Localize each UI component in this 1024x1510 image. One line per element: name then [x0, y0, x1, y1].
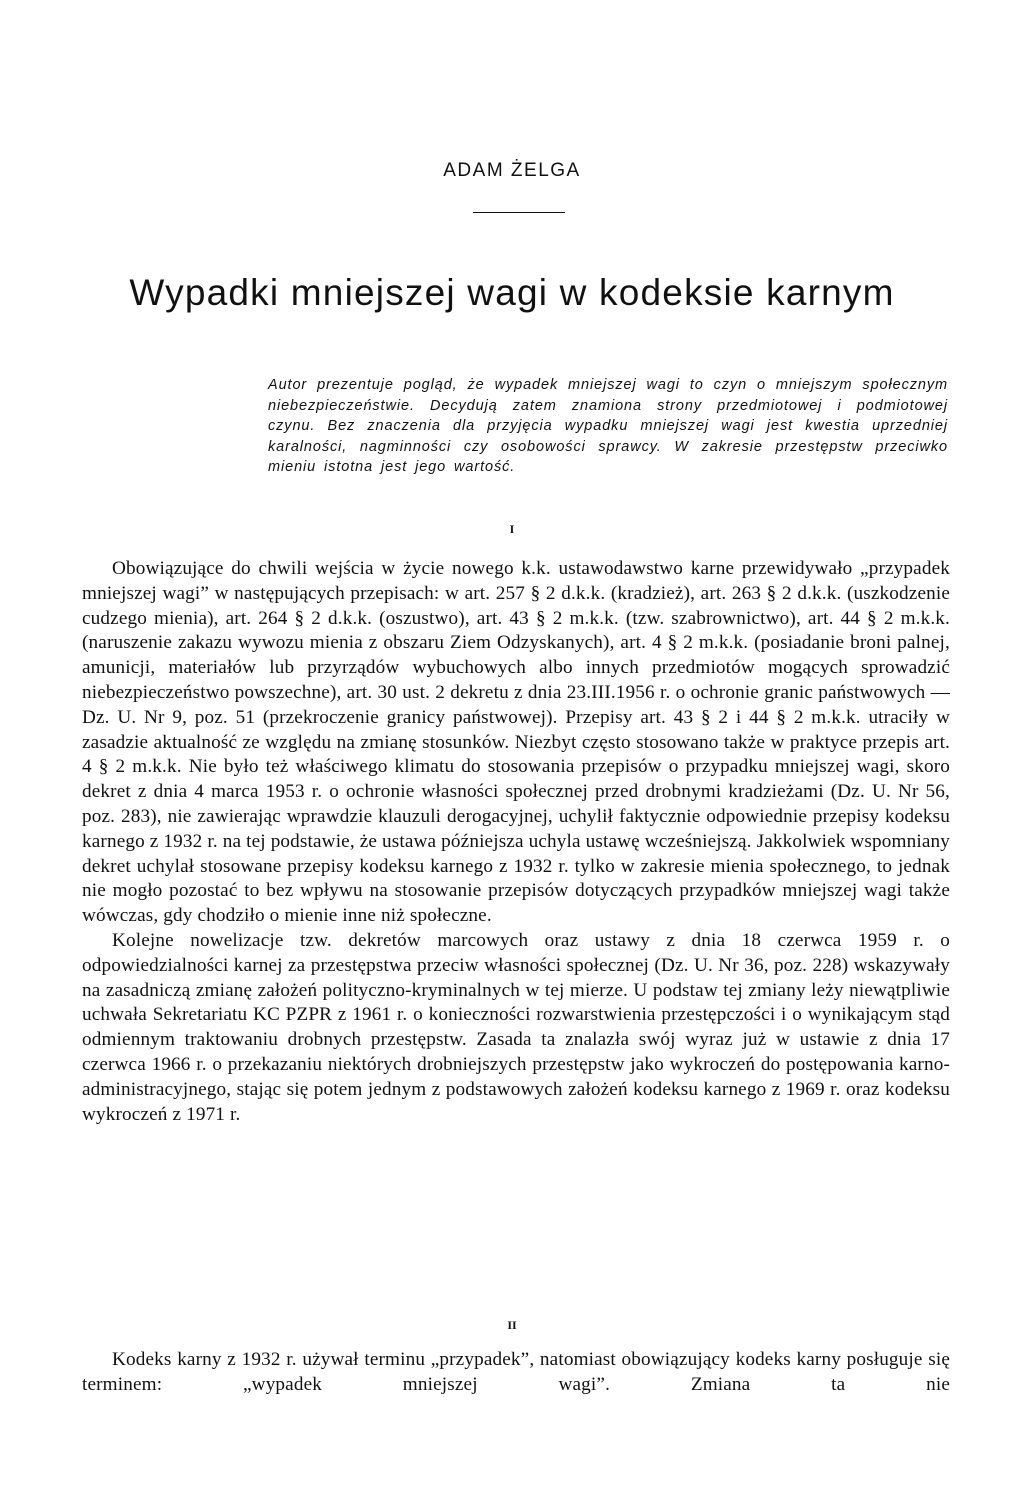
section-heading-1: I	[509, 522, 515, 536]
abstract: Autor prezentuje pogląd, że wypadek mniejszej wagi to czyn o mniejszym społecznym niebezpieczeństwie. Decydują zatem znamiona strony przedmiotowej i podmiotowej czynu. Bez znaczenia dla przyjęcia wypadku mniejszej wagi jest kwestia uprzedniej karalności, nagminności czy osobowości sprawcy. W zakresie przestępstw przeciwko mieniu istotna jest jego wartość.	[268, 377, 948, 475]
section-1-body	[82, 557, 950, 1127]
paragraph: Kolejne nowelizacje tzw. dekretów marcowych oraz ustawy z dnia 18 czerwca 1959 r. o odpowiedzialności karnej za przestępstwa przeciw własności społecznej (Dz. U. Nr 36, poz. 228) wskazywały na zasadniczą zmianę założeń polityczno-kryminalnych w tej mierze. U podstaw tej zmiany leży niewątpliwie uchwała Sekretariatu KC PZPR z 1961 r. o konieczności rozwarstwienia przestępczości i o wynikającym stąd odmiennym traktowaniu drobnych przestępstw. Zasada ta znalazła swój wyraz już w ustawie z dnia 17 czerwca 1966 r. o przekazaniu niektórych drobniejszych przestępstw jako wykroczeń do postępowania karno-administracyjnego, stając się potem jednym z podstawowych założeń kodeksu karnego z 1969 r. oraz kodeksu wykroczeń z 1971 r.	[82, 929, 950, 1125]
title-divider	[473, 212, 565, 213]
author-name: ADAM ŻELGA	[443, 160, 581, 181]
section-2-body	[82, 1348, 950, 1398]
section-heading-2: II	[507, 1318, 517, 1332]
article-title: Wypadki mniejszej wagi w kodeksie karnym	[129, 272, 895, 313]
paragraph: Kodeks karny z 1932 r. używał terminu „przypadek”, natomiast obowiązujący kodeks karny posługuje się terminem: „wypadek mniejszej wagi”. Zmiana ta nie	[82, 1349, 950, 1395]
paragraph: Obowiązujące do chwili wejścia w życie nowego k.k. ustawodawstwo karne przewidywało „przypadek mniejszej wagi” w następujących przepisach: w art. 257 § 2 d.k.k. (kradzież), art. 263 § 2 d.k.k. (uszkodzenie cudzego mienia), art. 264 § 2 d.k.k. (oszustwo), art. 43 § 2 m.k.k. (tzw. szabrownictwo), art. 44 § 2 m.k.k. (naruszenie zakazu wywozu mienia z obszaru Ziem Odzyskanych), art. 4 § 2 m.k.k. (posiadanie broni palnej, amunicji, materiałów lub przyrządów wybuchowych albo innych przedmiotów mogących sprowadzić niebezpieczeństwo powszechne), art. 30 ust. 2 dekretu z dnia 23.III.1956 r. o ochronie granic państwowych — Dz. U. Nr 9, poz. 51 (przekroczenie granicy państwowej). Przepisy art. 43 § 2 i 44 § 2 m.k.k. utraciły w zasadzie aktualność ze względu na zmianę stosunków. Niezbyt często stosowano także w praktyce przepis art. 4 § 2 m.k.k. Nie było też właściwego klimatu do stosowania przepisów o przypadku mniejszej wagi, skoro dekret z dnia 4 marca 1953 r. o ochronie własności społecznej przed drobnymi kradzieżami (Dz. U. Nr 56, poz. 283), nie zawierając wprawdzie klauzuli derogacyjnej, uchylił faktycznie odpowiednie przepisy kodeksu karnego z 1932 r. na tej podstawie, że ustawa późniejsza uchyla ustawę wcześniejszą. Jakkolwiek wspomniany dekret uchylał stosowane przepisy kodeksu karnego z 1932 r. tylko w zakresie mienia społecznego, to jednak nie mogło pozostać to bez wpływu na stosowanie przepisów dotyczących przypadków mniejszej wagi także wówczas, gdy chodziło o mienie inne niż społeczne.	[82, 558, 950, 927]
